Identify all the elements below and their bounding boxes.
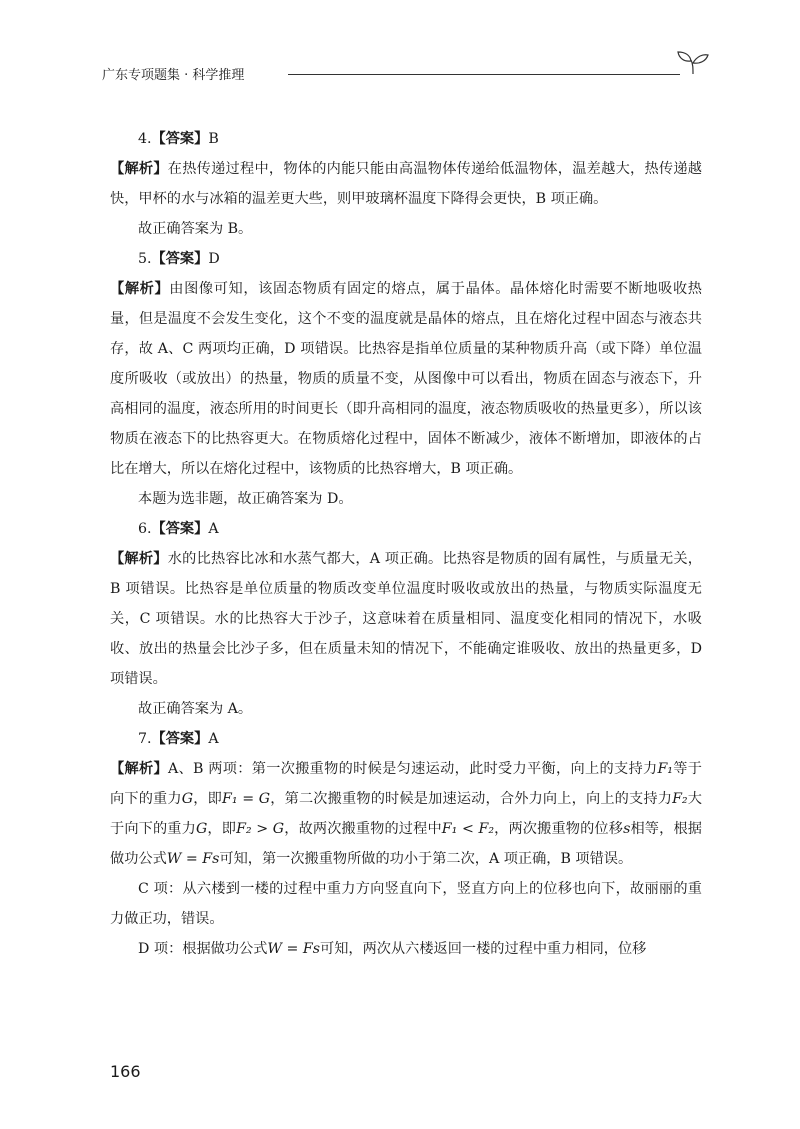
analysis-label: 【解析】 — [110, 551, 168, 567]
text-segment: 可知，第一次搬重物所做的功小于第二次，A 项正确，B 项错误。 — [219, 851, 633, 867]
text-segment: 大于向下的重力 — [110, 791, 702, 837]
analysis-label: 【解析】 — [110, 161, 168, 177]
text-segment: ，故两次搬重物的过程中 — [284, 821, 442, 837]
math-g: G — [195, 821, 208, 837]
header-rule — [288, 74, 680, 75]
text-segment: ，即 — [207, 821, 237, 837]
page-number: 166 — [110, 1062, 141, 1081]
text-segment: 等于向下的重力 — [110, 761, 702, 807]
question-number: 4. — [138, 131, 152, 147]
answer-line — [110, 724, 702, 754]
answer-value: A — [208, 731, 219, 747]
conclusion-line: 本题为选非题，故正确答案为 D。 — [138, 491, 353, 507]
analysis-text: 由图像可知，该固态物质有固定的熔点，属于晶体。晶体熔化时需要不断地吸收热量，但是温度不会发生变化，这个不变的温度就是晶体的熔点，且在熔化过程中固态与液态共存，故 A、C 两项均正确，D 项错误。比热容是指单位质量的某种物质升高（或下降）单位温度所吸收（或放出）的热量，物质的质量不变，从图像中可以看出，物质在固态与液态下，升高相同的温度，液态所用的时间更长（即升高相同的温度，液态物质吸收的热量更多），所以该物质在液态下的比热容更大。在物质熔化过程中，固体不断减少，液体不断增加，即液体的占比在增大，所以在熔化过程中，该物质的比热容增大，B 项正确。 — [110, 281, 702, 477]
answer-line — [110, 244, 702, 274]
answer-label: 【答案】 — [151, 731, 209, 747]
analysis-paragraph — [110, 154, 702, 214]
leaf-sprout-icon — [676, 50, 710, 76]
text-segment: 可知，两次从六楼返回一楼的过程中重力相同，位移 — [320, 941, 647, 957]
math-work-formula: W = Fs — [166, 851, 220, 867]
text-segment: 相等，根据做功公式 — [110, 821, 702, 867]
math-f2: F₂ — [672, 791, 688, 807]
question-number: 7. — [138, 731, 152, 747]
header-title: 广东专项题集 · 科学推理 — [102, 68, 245, 83]
analysis-label: 【解析】 — [110, 761, 168, 777]
answer-content — [110, 124, 702, 964]
analysis-paragraph-ab — [110, 754, 702, 874]
math-f1-lt-f2: F₁ < F₂ — [441, 821, 495, 837]
text-segment: D 项：根据做功公式 — [138, 941, 268, 957]
answer-line — [110, 124, 702, 154]
math-s: s — [623, 821, 631, 837]
math-f1: F₁ — [657, 761, 673, 777]
analysis-paragraph — [110, 544, 702, 694]
analysis-label: 【解析】 — [110, 281, 170, 297]
answer-label: 【答案】 — [151, 251, 209, 267]
analysis-paragraph-d — [110, 934, 702, 964]
math-f2-gt-g: F₂ > G — [236, 821, 285, 837]
text-segment: ，第二次搬重物的时候是加速运动，合外力向上，向上的支持力 — [270, 791, 673, 807]
answer-line — [110, 514, 702, 544]
text-segment: ，即 — [193, 791, 222, 807]
answer-value: B — [208, 131, 219, 147]
answer-value: D — [208, 251, 220, 267]
analysis-text: 在热传递过程中，物体的内能只能由高温物体传递给低温物体，温差越大，热传递越快，甲杯的水与冰箱的温差更大些，则甲玻璃杯温度下降得会更快，B 项正确。 — [110, 161, 702, 207]
question-number: 5. — [138, 251, 152, 267]
conclusion-line: 故正确答案为 B。 — [138, 221, 253, 237]
analysis-paragraph — [110, 274, 702, 484]
answer-label: 【答案】 — [151, 521, 209, 537]
math-f1-eq-g: F₁ = G — [221, 791, 271, 807]
page-header — [102, 62, 708, 86]
analysis-text: 水的比热容比冰和水蒸气都大，A 项正确。比热容是物质的固有属性，与质量无关，B 项错误。比热容是单位质量的物质改变单位温度时吸收或放出的热量，与物质实际温度无关，C 项错误。水的比热容大于沙子，这意味着在质量相同、温度变化相同的情况下，水吸收、放出的热量会比沙子多，但在质量未知的情况下，不能确定谁吸收、放出的热量更多，D 项错误。 — [110, 551, 702, 687]
analysis-paragraph-c: C 项：从六楼到一楼的过程中重力方向竖直向下，竖直方向上的位移也向下，故丽丽的重力做正功，错误。 — [110, 881, 702, 927]
math-g: G — [181, 791, 194, 807]
answer-label: 【答案】 — [151, 131, 209, 147]
question-number: 6. — [138, 521, 152, 537]
text-segment: A、B 两项：第一次搬重物的时候是匀速运动，此时受力平衡，向上的支持力 — [167, 761, 658, 777]
conclusion-line: 故正确答案为 A。 — [138, 701, 253, 717]
math-work-formula: W = Fs — [267, 941, 321, 957]
answer-value: A — [208, 521, 219, 537]
text-segment: ，两次搬重物的位移 — [494, 821, 624, 837]
